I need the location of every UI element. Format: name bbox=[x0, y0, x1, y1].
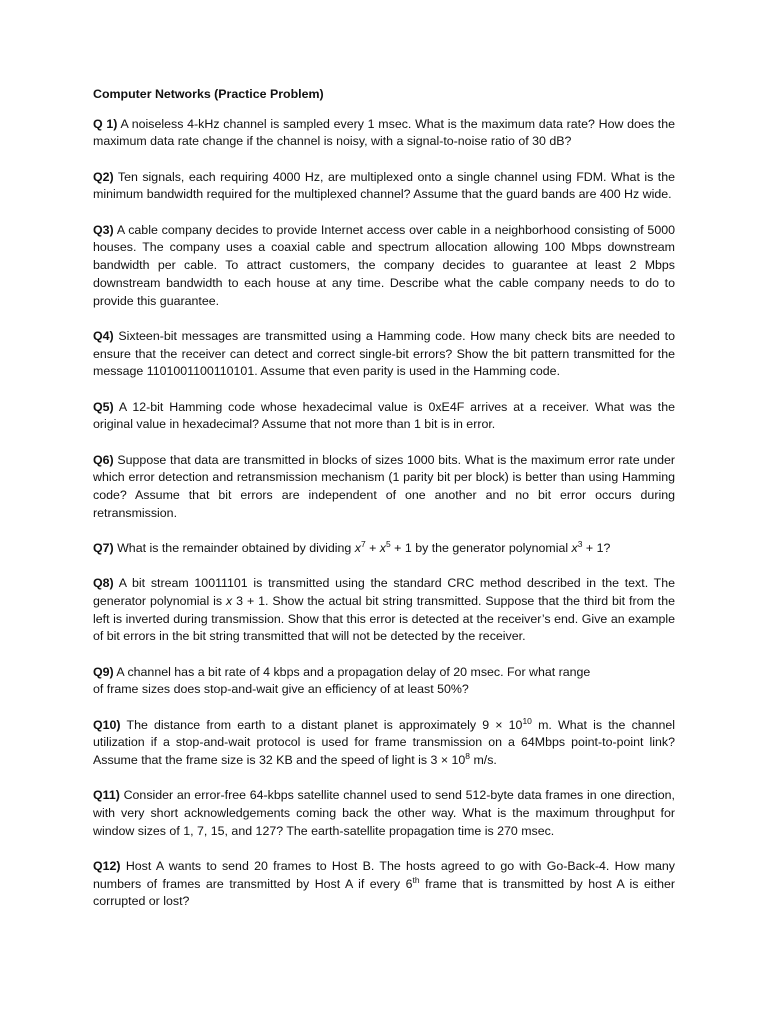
ordinal-suffix: th bbox=[412, 874, 420, 885]
question-text: A noiseless 4-kHz channel is sampled every 1 msec. What is the maximum data rate? How does the maximum data rate change if the channel is noisy, with a signal-to-noise ratio of 30 dB? bbox=[93, 116, 675, 149]
question-text: What is the remainder obtained by dividing bbox=[117, 540, 355, 555]
exponent: 10 bbox=[522, 715, 532, 726]
question-text: A cable company decides to provide Internet access over cable in a neighborhood consisting of 5000 houses. The company uses a coaxial cable and spectrum allocation allowing 100 Mbps downstream bandwidth per cable. To attract customers, the company decides to guarantee at least 2 Mbps downstream bandwidth to each house at any time. Describe what the cable company needs to do to provide this guarantee. bbox=[93, 222, 675, 308]
question-text: Sixteen-bit messages are transmitted using a Hamming code. How many check bits are needed to ensure that the receiver can detect and correct single-bit errors? Show the bit pattern transmitted for the message 1101001100110101. Assume that even parity is used in the Hamming code. bbox=[93, 328, 675, 379]
question-text: m. What is the channel utilization if a stop-and-wait protocol is used for frame transmission on a 64Mbps point-to-point link? Assume that the frame size is 32 KB and the speed of light is 3 × 10 bbox=[93, 717, 675, 768]
question-text: Host A wants to send 20 frames to Host B. The hosts agreed to go with Go-Back-4. How many numbers of frames are transmitted by Host A if every 6 bbox=[93, 859, 675, 891]
question-label: Q8) bbox=[93, 576, 114, 591]
question-text: Suppose that data are transmitted in blocks of sizes 1000 bits. What is the maximum error rate under which error detection and retransmission mechanism (1 parity bit per block) is better than using Hamming code? Assume that bit errors are independent of one another and no bit error occurs during retransmission. bbox=[93, 452, 675, 520]
question-text: 3 + 1. Show the actual bit string transmitted. Suppose that the third bit from the left is inverted during transmission. Show that this error is detected at the receiver’s end. Give an example of bit errors in the bit string transmitted that will not be detected by the receiver. bbox=[93, 593, 675, 644]
question-3 bbox=[93, 222, 675, 311]
question-text: + 1? bbox=[582, 540, 611, 555]
question-text: m/s. bbox=[470, 753, 497, 768]
question-text: The distance from earth to a distant planet is approximately 9 × 10 bbox=[126, 717, 523, 732]
question-label: Q12) bbox=[93, 859, 121, 874]
question-label: Q9) bbox=[93, 664, 114, 679]
polynomial-variable: x bbox=[354, 540, 361, 555]
exponent: 8 bbox=[465, 751, 471, 762]
question-text: + bbox=[365, 540, 380, 555]
question-11 bbox=[93, 787, 675, 840]
question-5 bbox=[93, 399, 675, 434]
question-6 bbox=[93, 452, 675, 523]
polynomial-exponent: 3 bbox=[577, 538, 583, 549]
question-10 bbox=[93, 717, 675, 770]
polynomial-variable: x bbox=[571, 540, 578, 555]
question-text: A bit stream 10011101 is transmitted using the standard CRC method described in the text. The generator polynomial is bbox=[93, 576, 675, 608]
question-label: Q10) bbox=[93, 717, 121, 732]
question-text: frame that is transmitted by host A is either corrupted or lost? bbox=[93, 876, 675, 909]
question-label: Q11) bbox=[93, 788, 120, 803]
question-label: Q4) bbox=[93, 328, 114, 343]
question-label: Q3) bbox=[93, 222, 114, 237]
question-1 bbox=[93, 116, 675, 151]
polynomial-exponent: 5 bbox=[386, 538, 391, 549]
question-label: Q 1) bbox=[93, 116, 118, 131]
question-text: A 12-bit Hamming code whose hexadecimal value is 0xE4F arrives at a receiver. What was the original value in hexadecimal? Assume that not more than 1 bit is in error. bbox=[93, 399, 675, 432]
question-2 bbox=[93, 169, 675, 204]
question-label: Q2) bbox=[93, 169, 114, 184]
question-4 bbox=[93, 328, 675, 381]
question-text: Consider an error-free 64-kbps satellite channel used to send 512-byte data frames in one direction, with very short acknowledgements coming back the other way. What is the maximum throughput for window sizes of 1, 7, 15, and 127? The earth-satellite propagation time is 270 msec. bbox=[93, 788, 675, 838]
question-12 bbox=[93, 858, 675, 911]
polynomial-variable: x bbox=[379, 540, 386, 555]
question-text: A channel has a bit rate of 4 kbps and a propagation delay of 20 msec. For what range bbox=[116, 664, 591, 679]
question-9 bbox=[93, 664, 675, 699]
question-label: Q7) bbox=[93, 540, 114, 555]
polynomial-exponent: 7 bbox=[360, 538, 366, 549]
question-label: Q6) bbox=[93, 452, 114, 467]
document-page bbox=[93, 86, 675, 929]
question-8 bbox=[93, 575, 675, 646]
document-title: Computer Networks (Practice Problem) bbox=[93, 87, 324, 101]
question-text: + 1 by the generator polynomial bbox=[390, 540, 572, 555]
question-text: Ten signals, each requiring 4000 Hz, are multiplexed onto a single channel using FDM. What is the minimum bandwidth required for the multiplexed channel? Assume that the guard bands are 400 Hz wide. bbox=[93, 169, 675, 202]
question-text: of frame sizes does stop-and-wait give an efficiency of at least 50%? bbox=[93, 682, 469, 697]
question-7 bbox=[93, 540, 675, 558]
polynomial-variable: x bbox=[226, 593, 233, 608]
question-label: Q5) bbox=[93, 399, 114, 414]
